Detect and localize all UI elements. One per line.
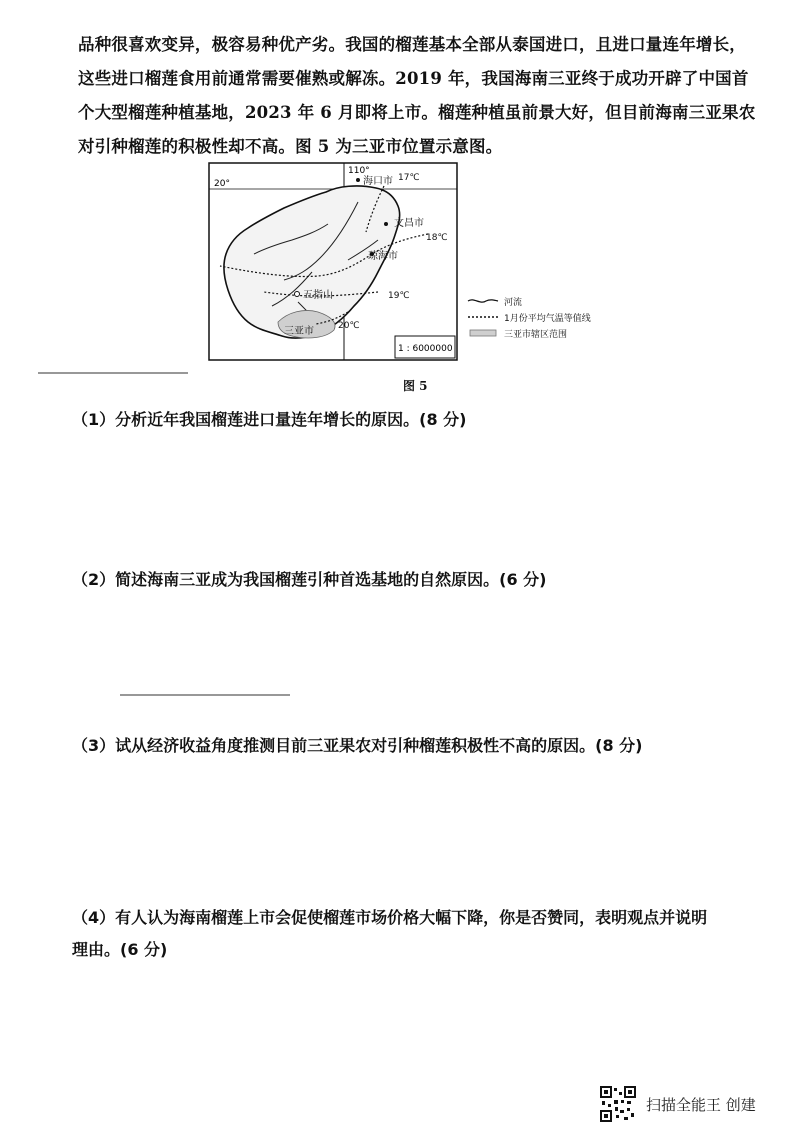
sanya-location-map: [208, 162, 458, 362]
lon-label: 110°: [348, 166, 370, 176]
intro-paragraph: [78, 28, 780, 164]
wenchang-marker: [384, 222, 388, 226]
isotherm-17-label: 17℃: [398, 173, 420, 183]
wenchang-label: 文昌市: [394, 218, 424, 229]
legend-isotherm-label: 1月份平均气温等值线: [504, 313, 591, 324]
legend-boundary-label: 三亚市辖区范围: [504, 329, 568, 340]
figure-caption: 图 5: [403, 379, 428, 393]
legend-river-label: 河流: [504, 297, 523, 308]
scan-artifact-line: [38, 372, 188, 374]
isotherm-18-label: 18℃: [426, 233, 448, 243]
intro-line-1: 品种很喜欢变异，极容易种优产劣。我国的榴莲基本全部从泰国进口，且进口量连年增长，: [78, 35, 746, 54]
legend-river: [466, 293, 591, 309]
isotherm-symbol-icon: [466, 312, 500, 322]
scale-label: 1 : 6000000: [398, 344, 453, 354]
watermark-text: 扫描全能王 创建: [646, 1095, 756, 1114]
question-3: （3）试从经济收益角度推测目前三亚果农对引种榴莲积极性不高的原因。(8 分): [72, 736, 643, 755]
scanner-watermark: [600, 1086, 756, 1122]
scan-artifact-line: [120, 694, 290, 696]
question-4-line-2: 理由。(6 分): [72, 940, 168, 959]
district-boundary-symbol-icon: [466, 328, 500, 338]
qionghai-label: 琼海市: [368, 251, 398, 262]
intro-line-2: 这些进口榴莲食用前通常需要催熟或解冻。2019 年，我国海南三亚终于成功开辟了中国首: [78, 69, 749, 88]
question-2: （2）简述海南三亚成为我国榴莲引种首选基地的自然原因。(6 分): [72, 570, 547, 589]
isotherm-19-label: 19℃: [388, 291, 410, 301]
haikou-marker: [356, 178, 360, 182]
map-legend: [466, 293, 591, 341]
wuzhishan-label: 五指山: [303, 290, 333, 301]
question-1: （1）分析近年我国榴莲进口量连年增长的原因。(8 分): [72, 410, 467, 429]
isotherm-20-label: 20℃: [338, 321, 360, 331]
haikou-label: 海口市: [363, 176, 393, 187]
intro-line-3: 个大型榴莲种植基地，2023 年 6 月即将上市。榴莲种植虽前景大好，但目前海南三亚果农: [78, 103, 756, 122]
intro-line-4: 对引种榴莲的积极性却不高。图 5 为三亚市位置示意图。: [78, 137, 503, 156]
legend-isotherm: [466, 309, 591, 325]
qr-code-icon: [600, 1086, 636, 1122]
wuzhishan-marker: [295, 292, 300, 297]
question-4-line-1: （4）有人认为海南榴莲上市会促使榴莲市场价格大幅下降，你是否赞同，表明观点并说明: [72, 908, 708, 927]
sanya-label: 三亚市: [284, 326, 314, 337]
lat-label: 20°: [214, 179, 230, 189]
river-symbol-icon: [466, 296, 500, 306]
legend-boundary: [466, 325, 591, 341]
